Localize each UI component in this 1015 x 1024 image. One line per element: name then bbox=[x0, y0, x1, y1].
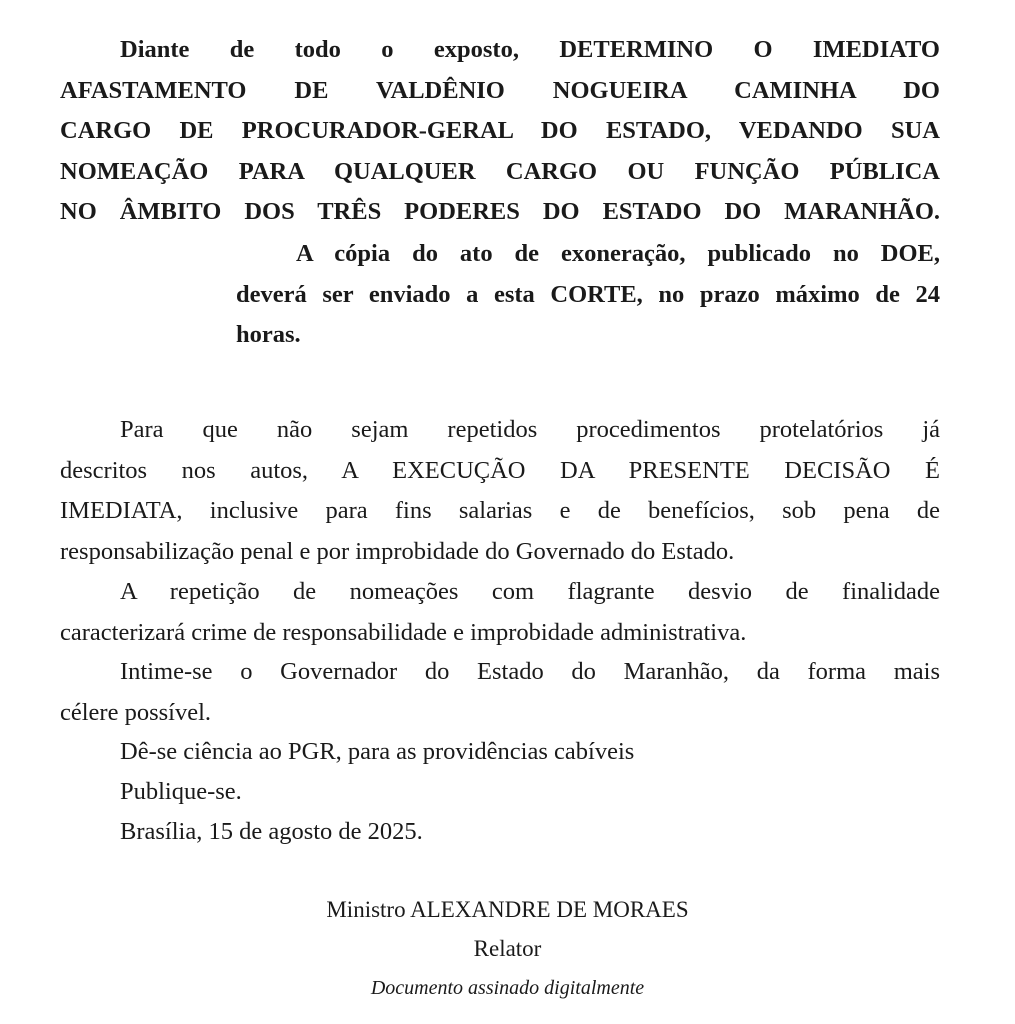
summons-paragraph bbox=[60, 652, 940, 733]
digital-signature-note: Documento assinado digitalmente bbox=[370, 977, 645, 999]
paragraph-line: Para que não sejam repetidos procedimentos protelatórios já bbox=[120, 416, 940, 443]
pgr-notice: Dê-se ciência ao PGR, para as providências cabíveis bbox=[120, 738, 635, 765]
exoneration-paragraph bbox=[236, 234, 940, 356]
paragraph-line: IMEDIATA, inclusive para fins salarias e de benefícios, sob pena de bbox=[60, 497, 940, 524]
paragraph-line: responsabilização penal e por improbidade do Governado do Estado. bbox=[60, 537, 735, 565]
determination-paragraph bbox=[60, 30, 940, 233]
repetition-paragraph bbox=[60, 572, 940, 653]
paragraph-line: descritos nos autos, A EXECUÇÃO DA PRESENTE DECISÃO É bbox=[60, 456, 940, 484]
paragraph-line: CARGO DE PROCURADOR-GERAL DO ESTADO, VEDANDO SUA bbox=[60, 117, 940, 144]
paragraph-line: NO ÂMBITO DOS TRÊS PODERES DO ESTADO DO MARANHÃO. bbox=[60, 198, 940, 225]
paragraph-line: horas. bbox=[236, 321, 301, 348]
signatory-name: Ministro ALEXANDRE DE MORAES bbox=[326, 897, 689, 922]
paragraph-line: célere possível. bbox=[60, 698, 212, 726]
paragraph-line: AFASTAMENTO DE VALDÊNIO NOGUEIRA CAMINHA DO bbox=[60, 76, 940, 104]
paragraph-line: deverá ser enviado a esta CORTE, no prazo máximo de 24 bbox=[236, 280, 940, 308]
signatory-role: Relator bbox=[473, 936, 542, 961]
place-date: Brasília, 15 de agosto de 2025. bbox=[120, 818, 423, 845]
paragraph-line: NOMEAÇÃO PARA QUALQUER CARGO OU FUNÇÃO PÚBLICA bbox=[60, 157, 940, 185]
execution-paragraph bbox=[60, 410, 940, 572]
publish-line: Publique-se. bbox=[120, 778, 242, 805]
paragraph-line: A repetição de nomeações com flagrante desvio de finalidade bbox=[120, 578, 940, 605]
paragraph-line: Diante de todo o exposto, DETERMINO O IMEDIATO bbox=[120, 36, 940, 63]
paragraph-line: Intime-se o Governador do Estado do Maranhão, da forma mais bbox=[120, 658, 940, 685]
paragraph-line: A cópia do ato de exoneração, publicado no DOE, bbox=[296, 240, 940, 267]
paragraph-line: caracterizará crime de responsabilidade e improbidade administrativa. bbox=[60, 618, 747, 646]
